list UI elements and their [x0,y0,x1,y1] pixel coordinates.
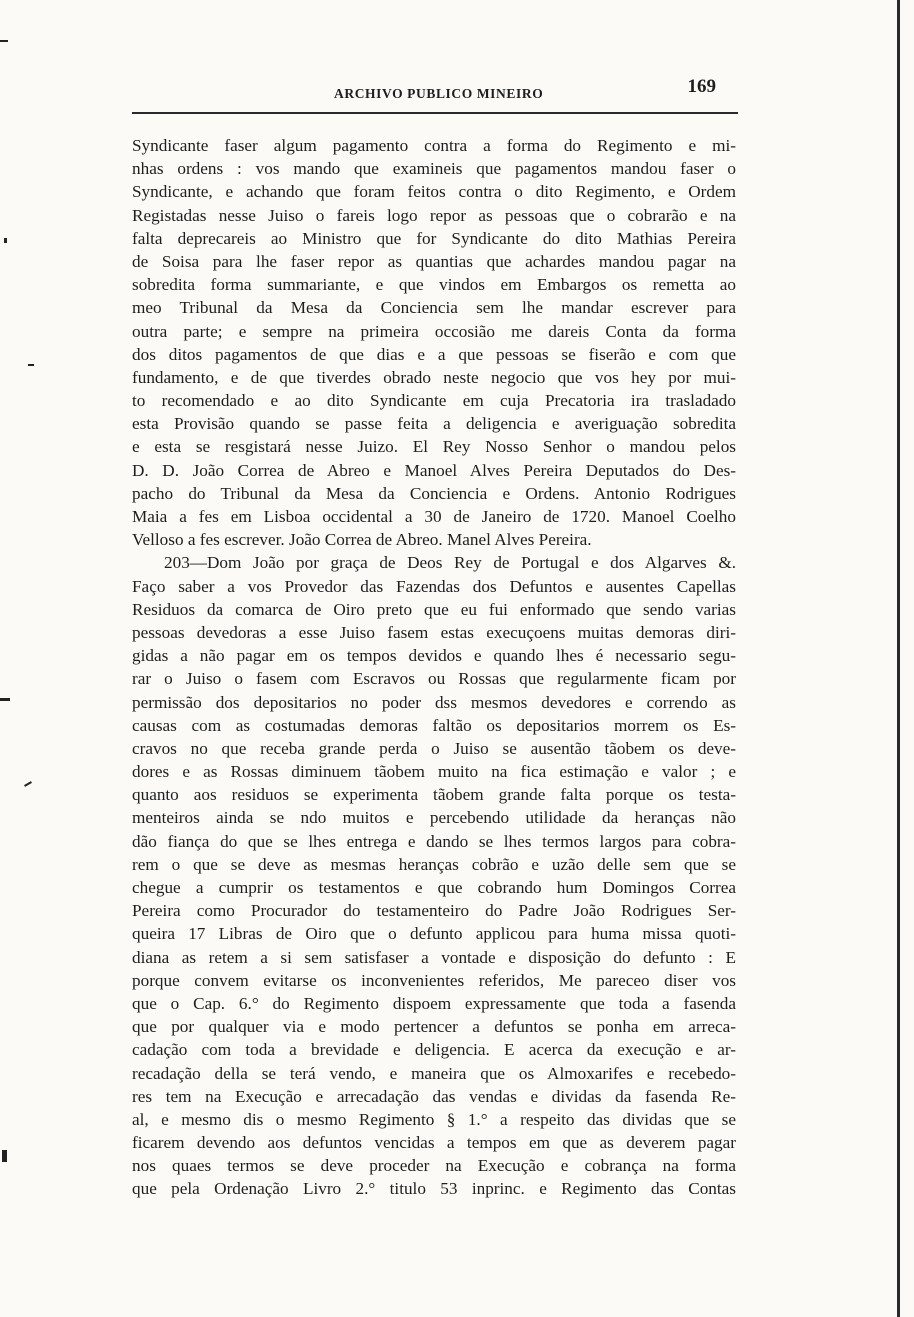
text-line: pessoas devedoras a esse Juiso fasem estas execuçoens muitas demoras diri- [132,622,736,642]
margin-mark [0,40,8,42]
text-line: de Soisa para lhe faser repor as quantias que achardes mandou pagar na [132,251,736,271]
text-line: fundamento, e de que tiverdes obrado neste negocio que vos hey por mui- [132,367,736,387]
text-line: Registadas nesse Juiso o fareis logo repor as pessoas que o cobrarão e na [132,205,736,225]
text-line: Syndicante faser algum pagamento contra a forma do Regimento e mi- [132,136,736,155]
text-line: dores e as Rossas diminuem tãobem muito na fica estimação e valor ; e [132,762,736,782]
text-line: que pela Ordenação Livro 2.° titulo 53 inprinc. e Regimento das Contas [132,1179,736,1199]
text-line: Maia a fes em Lisboa occidental a 30 de Janeiro de 1720. Manoel Coelho [132,507,736,526]
text-line: Residuos da comarca de Oiro preto que eu fui enformado que sendo varias [132,599,736,619]
text-line: que o Cap. 6.° do Regimento dispoem expressamente que toda a fasenda [132,993,736,1013]
text-line: esta Provisão quando se passe feita a deligencia e averiguação sobredita [132,414,736,434]
page-header [132,74,738,108]
text-line: rar o Juiso o fasem com Escravos ou Rossas que regularmente ficam por [132,669,736,689]
margin-mark [28,364,34,366]
text-line: 203—Dom João por graça de Deos Rey de Portugal e dos Algarves &. [164,553,736,573]
text-line: causas com as costumadas demoras faltão os depositarios morrem os Es- [132,715,736,735]
text-line: meo Tribunal da Mesa da Conciencia sem lhe mandar escrever para [132,298,736,318]
text-line: chegue a cumprir os testamentos e que cobrando hum Domingos Correa [132,878,736,897]
text-line: que por qualquer via e modo pertencer a defuntos se ponha em arreca- [132,1017,736,1037]
margin-mark [0,698,10,701]
text-line: queira 17 Libras de Oiro que o defunto applicou para huma missa quoti- [132,924,736,944]
text-line: outra parte; e sempre na primeira occosião me dareis Conta da forma [132,321,736,341]
page-edge-line [897,0,900,1317]
text-line: to recomendado e ao dito Syndicante em cuja Precatoria ira trasladado [132,391,736,411]
text-line: dos ditos pagamentos de que dias e a que pessoas se fiserão e com que [132,344,736,364]
text-line: res tem na Execução e arrecadação das vendas e dividas da fasenda Re- [132,1086,736,1106]
text-line: D. D. João Correa de Abreo e Manoel Alves Pereira Deputados do Des- [132,460,736,480]
text-line: recadação della se terá vendo, e maneira que os Almoxarifes e recebedo- [132,1063,736,1083]
text-line: pacho do Tribunal da Mesa da Conciencia e Ordens. Antonio Rodrigues [132,483,736,503]
text-line: porque convem evitarse os inconvenientes referidos, Me pareceo diser vos [132,970,736,990]
page-number: 169 [687,76,716,97]
text-line: cadação com toda a brevidade e deligencia. E acerca da execução e ar- [132,1040,736,1060]
text-line: menteiros ainda se ndo muitos e percebendo utilidade da heranças não [132,808,736,828]
text-line: e esta se resgistará nesse Juizo. El Rey Nosso Senhor o mandou pelos [132,437,736,457]
text-line: Faço saber a vos Provedor das Fazendas dos Defuntos e ausentes Capellas [132,576,736,596]
text-line: nos quaes termos se deve proceder na Execução e cobrança na forma [132,1156,736,1176]
text-line: nhas ordens : vos mando que examineis que pagamentos mandou faser o [132,159,736,179]
text-line: Velloso a fes escrever. João Correa de Abreo. Manel Alves Pereira. [132,530,592,550]
text-line: quanto aos residuos se experimenta tãobem grande falta porque os testa- [132,785,736,805]
text-line: falta deprecareis ao Ministro que for Syndicante do dito Mathias Pereira [132,228,736,248]
text-line: permissão dos depositarios no poder dss mesmos devedores e correndo as [132,692,736,712]
text-line: al, e mesmo dis o mesmo Regimento § 1.° a respeito das dividas que se [132,1109,736,1129]
text-line: diana as retem a si sem satisfaser a vontade e disposição do defunto : E [132,947,736,967]
text-line: sobredita forma summariante, e que vindos em Embargos os remetta ao [132,275,736,295]
text-line: Syndicante, e achando que foram feitos contra o dito Regimento, e Ordem [132,182,736,202]
text-line: dão fiança do que se lhes entrega e dando se lhes termos largos para cobra- [132,831,736,851]
running-title: ARCHIVO PUBLICO MINEIRO [334,86,544,101]
margin-mark [4,238,7,243]
margin-mark [24,781,32,787]
text-line: cravos no que receba grande perda o Juiso se ausentão tãobem os deve- [132,738,736,758]
text-line: ficarem devendo aos defuntos vencidas a tempos em que as deverem pagar [132,1133,736,1153]
margin-mark [2,1150,7,1162]
text-line: gidas a não pagar em os tempos devidos e quando lhes é necessario segu- [132,646,736,666]
header-rule [132,112,738,114]
body-text [132,134,736,1201]
text-line: Pereira como Procurador do testamenteiro do Padre João Rodrigues Ser- [132,901,736,921]
text-line: rem o que se deve as mesmas heranças cobrão e uzão delle sem que se [132,854,736,874]
